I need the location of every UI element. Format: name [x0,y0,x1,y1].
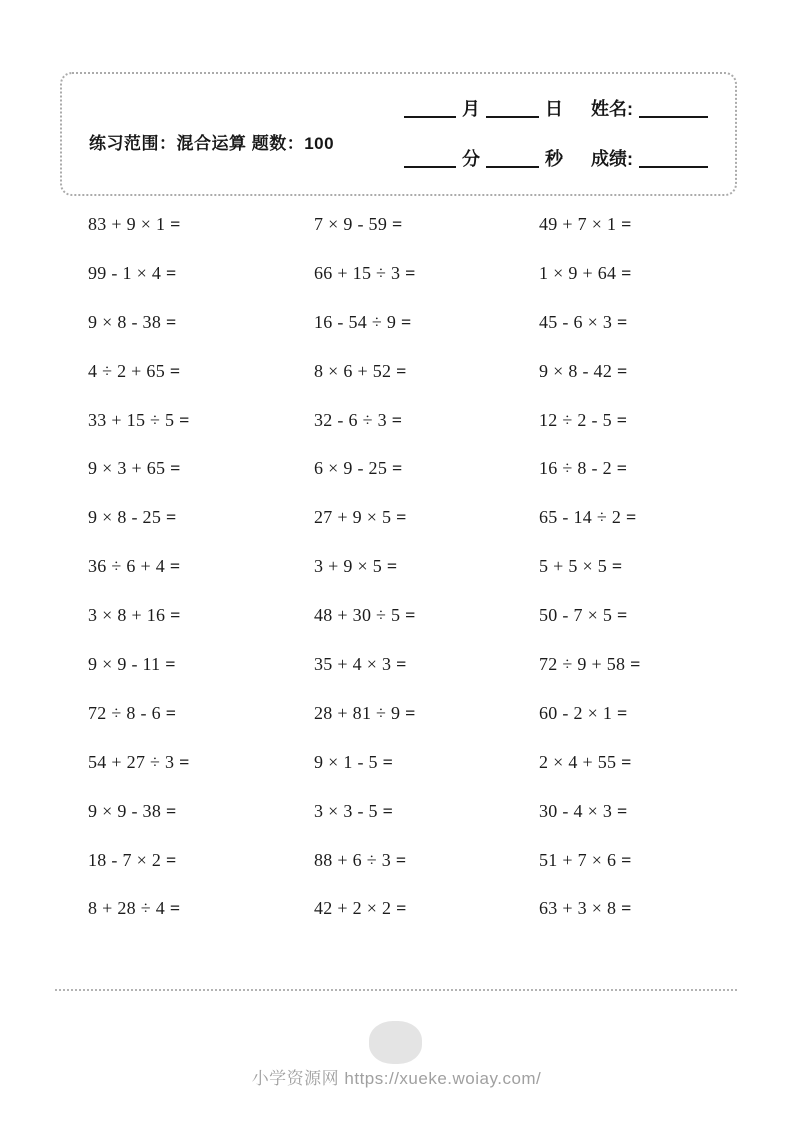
math-problem: 88 + 6 ÷ 3 = [314,849,407,870]
second-blank-line [486,156,539,168]
math-problem: 42 + 2 × 2 = [314,898,407,919]
math-problem: 99 - 1 × 4 = [88,262,177,283]
math-problem: 3 × 8 + 16 = [88,605,181,626]
math-problem: 16 ÷ 8 - 2 = [539,458,628,479]
math-problem: 16 - 54 ÷ 9 = [314,311,412,332]
math-problem: 12 ÷ 2 - 5 = [539,409,628,430]
math-problem: 72 ÷ 8 - 6 = [88,702,177,723]
math-problem: 6 × 9 - 25 = [314,458,403,479]
math-problem: 54 + 27 ÷ 3 = [88,751,190,772]
footer-site-link: 小学资源网 https://xueke.woiay.com/ [251,1069,542,1088]
math-problem: 30 - 4 × 3 = [539,800,628,821]
footer-divider [55,989,737,991]
month-blank-line [404,106,456,118]
practice-range-label: 练习范围：混合运算 题数：100 [89,133,335,153]
math-problem: 2 × 4 + 55 = [539,751,632,772]
header-fill-in-fields [404,100,708,168]
math-problem: 3 × 3 - 5 = [314,800,394,821]
math-problem: 63 + 3 × 8 = [539,898,632,919]
minute-label: 分 [462,149,480,169]
score-label: 成绩: [591,149,633,169]
math-problem: 9 × 1 - 5 = [314,751,394,772]
math-problem: 7 × 9 - 59 = [314,213,403,234]
worksheet-header [60,72,737,196]
math-problem: 9 × 8 - 38 = [88,311,177,332]
math-problem: 5 + 5 × 5 = [539,556,623,577]
time-score-row [404,150,708,168]
math-problem: 72 ÷ 9 + 58 = [539,653,641,674]
math-problem: 50 - 7 × 5 = [539,605,628,626]
math-problem: 18 - 7 × 2 = [88,849,177,870]
problems-grid [88,200,737,933]
math-problem: 60 - 2 × 1 = [539,702,628,723]
math-problem: 8 × 6 + 52 = [314,360,407,381]
math-problem: 45 - 6 × 3 = [539,311,628,332]
math-problem: 36 ÷ 6 + 4 = [88,556,181,577]
math-problem: 9 × 8 - 42 = [539,360,628,381]
math-problem: 9 × 9 - 38 = [88,800,177,821]
day-blank-line [486,106,539,118]
math-problem: 9 × 9 - 11 = [88,653,176,674]
date-name-row [404,100,708,118]
math-problem: 83 + 9 × 1 = [88,213,181,234]
math-problem: 35 + 4 × 3 = [314,653,407,674]
math-problem: 9 × 8 - 25 = [88,507,177,528]
score-blank-line [639,156,708,168]
math-problem: 49 + 7 × 1 = [539,213,632,234]
month-label: 月 [462,99,480,119]
minute-blank-line [404,156,456,168]
math-problem: 33 + 15 ÷ 5 = [88,409,190,430]
name-blank-line [639,106,708,118]
math-problem: 3 + 9 × 5 = [314,556,398,577]
second-label: 秒 [545,149,563,169]
math-problem: 1 × 9 + 64 = [539,262,632,283]
day-label: 日 [545,99,563,119]
math-problem: 48 + 30 ÷ 5 = [314,605,416,626]
math-problem: 9 × 3 + 65 = [88,458,181,479]
site-logo-placeholder [369,1021,422,1064]
math-problem: 28 + 81 ÷ 9 = [314,702,416,723]
math-problem: 32 - 6 ÷ 3 = [314,409,403,430]
math-problem: 4 ÷ 2 + 65 = [88,360,181,381]
name-label: 姓名: [591,99,633,119]
math-problem: 65 - 14 ÷ 2 = [539,507,637,528]
math-problem: 8 + 28 ÷ 4 = [88,898,181,919]
math-problem: 51 + 7 × 6 = [539,849,632,870]
math-problem: 27 + 9 × 5 = [314,507,407,528]
math-problem: 66 + 15 ÷ 3 = [314,262,416,283]
